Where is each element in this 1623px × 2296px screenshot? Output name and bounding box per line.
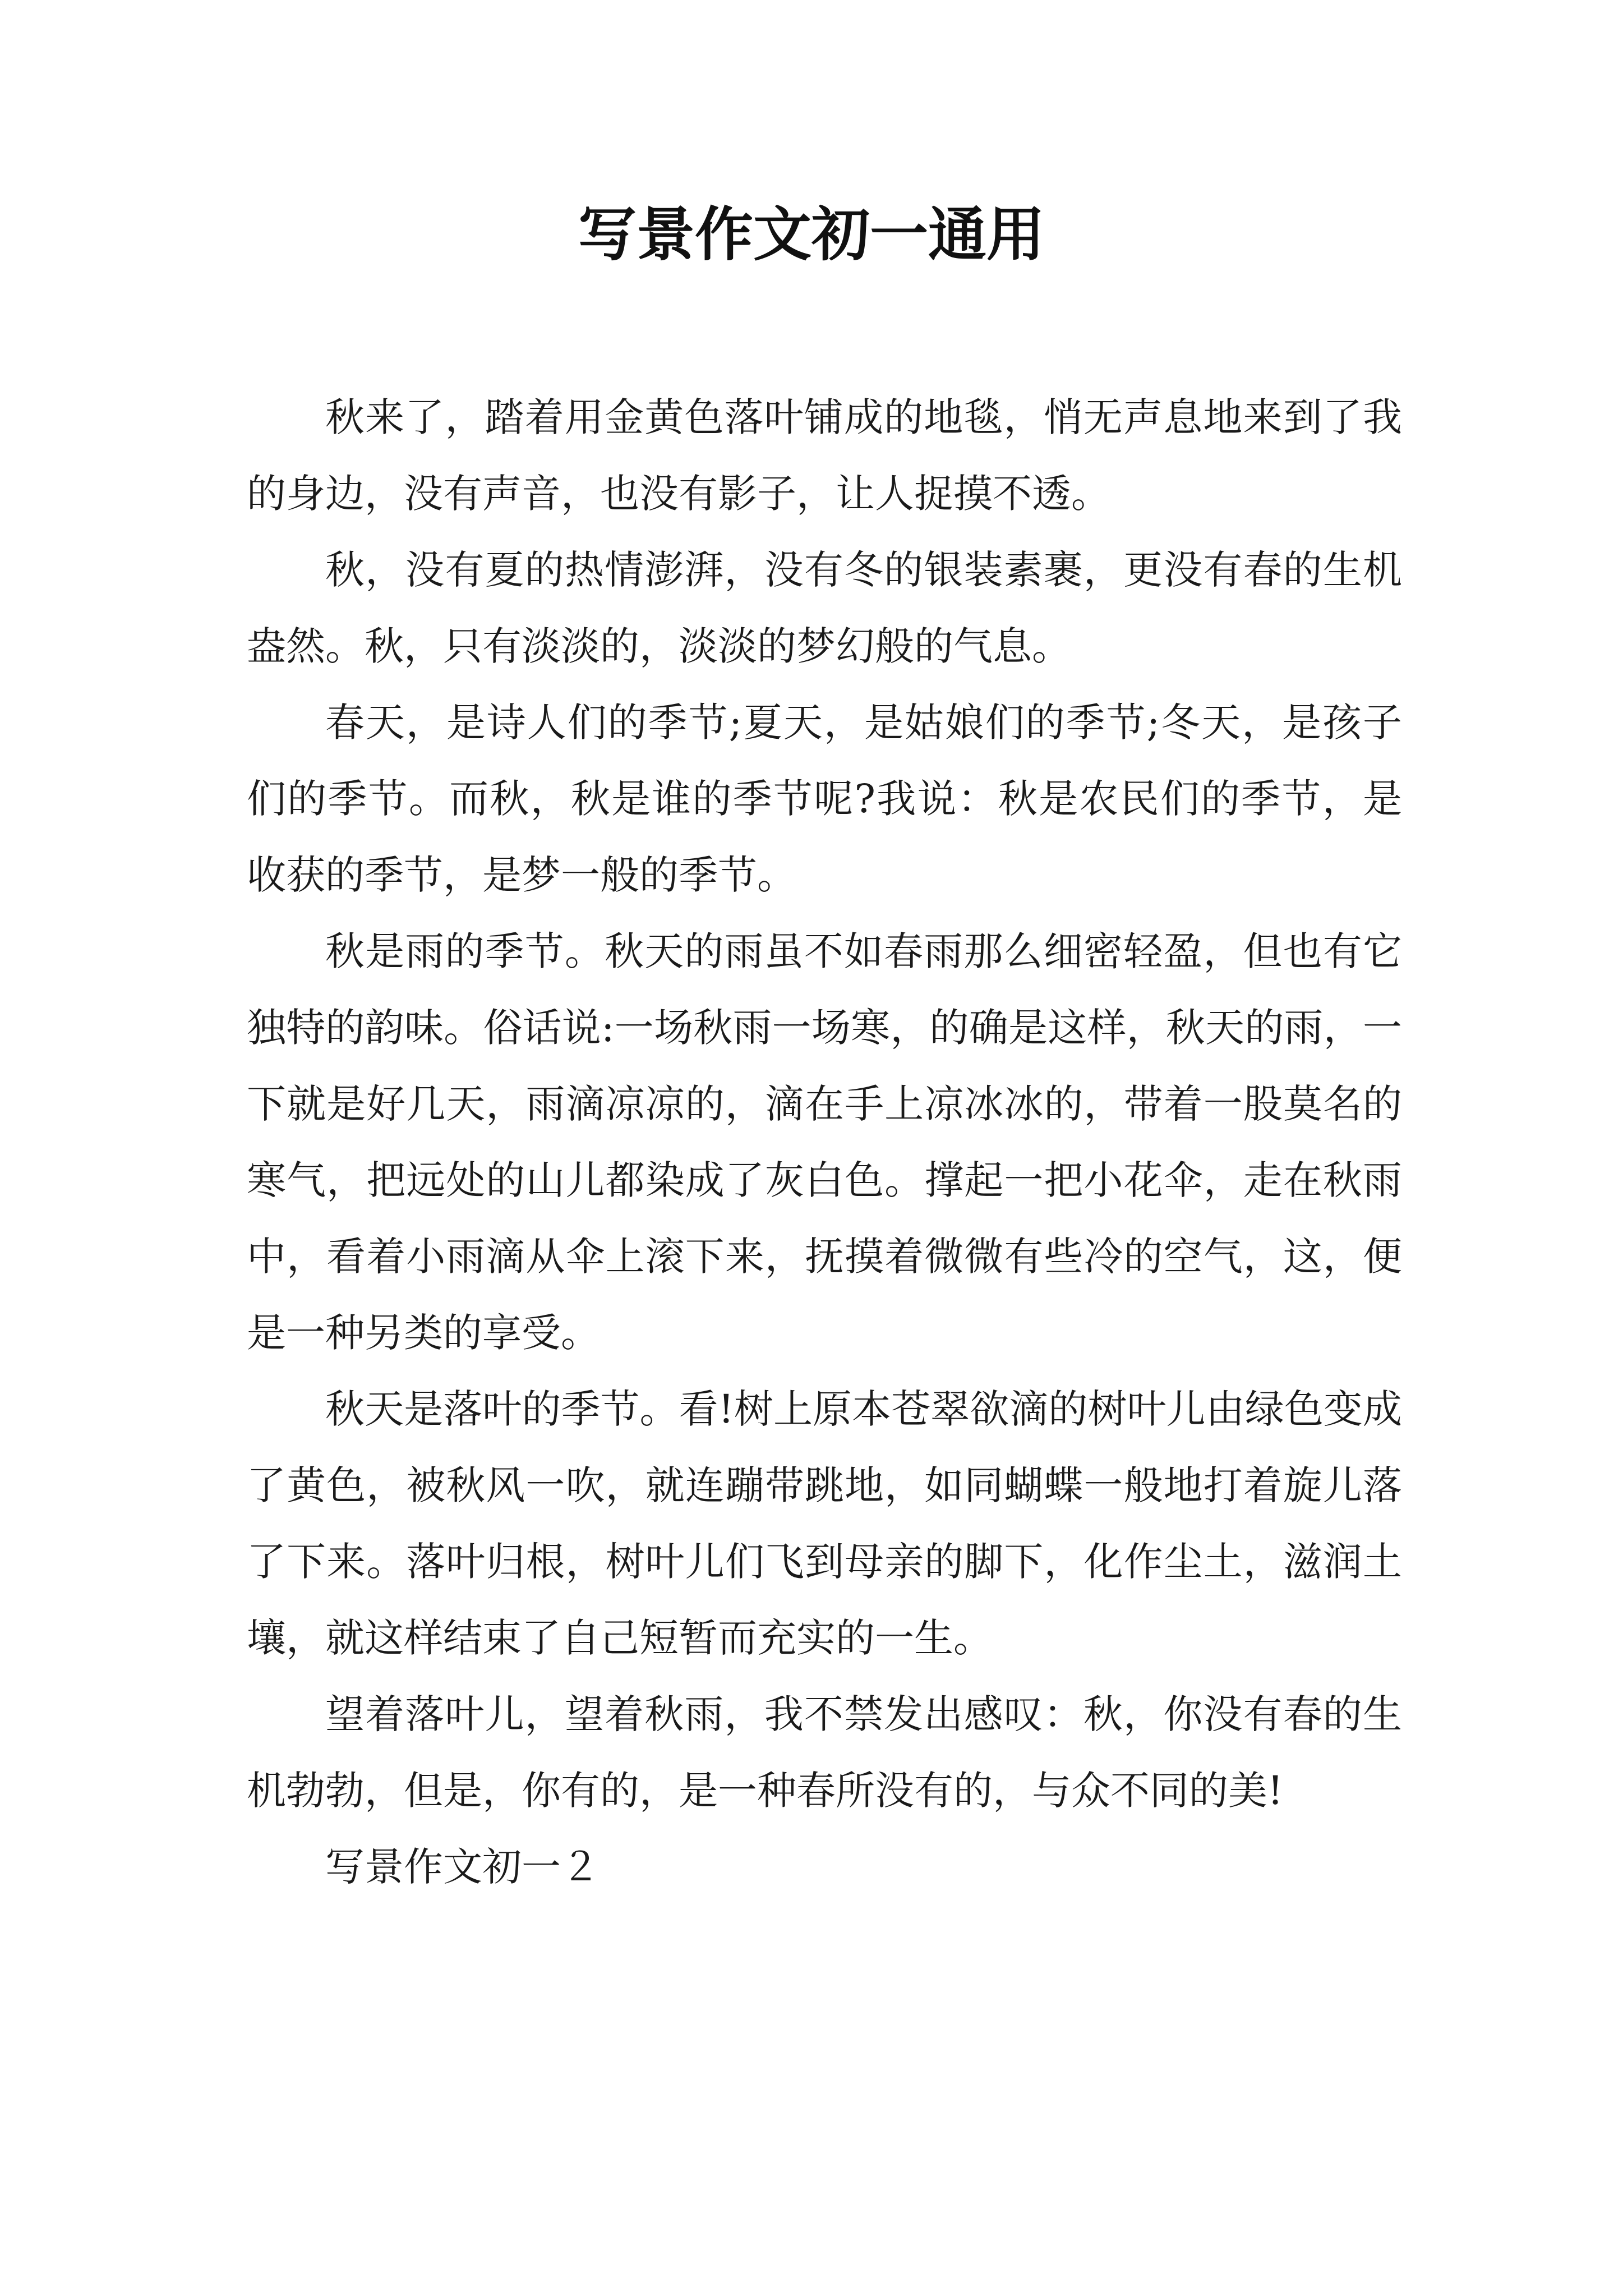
paragraph: 秋天是落叶的季节。看!树上原本苍翠欲滴的树叶儿由绿色变成了黄色，被秋风一吹，就连蹦带跳地，如同蝴蝶一般地打着旋儿落了下来。落叶归根，树叶儿们飞到母亲的脚下，化作尘土，滋润土壤，就这样结束了自己短暂而充实的一生。	[247, 1386, 1402, 1661]
document-body	[247, 379, 1402, 1905]
paragraph: 望着落叶儿，望着秋雨，我不禁发出感叹：秋，你没有春的生机勃勃，但是，你有的，是一种春所没有的，与众不同的美!	[247, 1691, 1402, 1814]
paragraph: 春天，是诗人们的季节;夏天，是姑娘们的季节;冬天，是孩子们的季节。而秋，秋是谁的季节呢?我说：秋是农民们的季节，是收获的季节，是梦一般的季节。	[247, 700, 1402, 898]
paragraph: 秋，没有夏的热情澎湃，没有冬的银装素裹，更没有春的生机盎然。秋，只有淡淡的，淡淡的梦幻般的气息。	[247, 547, 1402, 669]
paragraph: 秋是雨的季节。秋天的雨虽不如春雨那么细密轻盈，但也有它独特的韵味。俗话说:一场秋雨一场寒，的确是这样，秋天的雨，一下就是好几天，雨滴凉凉的，滴在手上凉冰冰的，带着一股莫名的寒气，把远处的山儿都染成了灰白色。撑起一把小花伞，走在秋雨中，看着小雨滴从伞上滚下来，抚摸着微微有些冷的空气，这，便是一种另类的享受。	[247, 928, 1402, 1356]
paragraph: 秋来了，踏着用金黄色落叶铺成的地毯，悄无声息地来到了我的身边，没有声音，也没有影子，让人捉摸不透。	[247, 394, 1402, 517]
document-title: 写景作文初一通用	[578, 200, 1045, 269]
section-heading: 写景作文初一２	[325, 1844, 600, 1890]
